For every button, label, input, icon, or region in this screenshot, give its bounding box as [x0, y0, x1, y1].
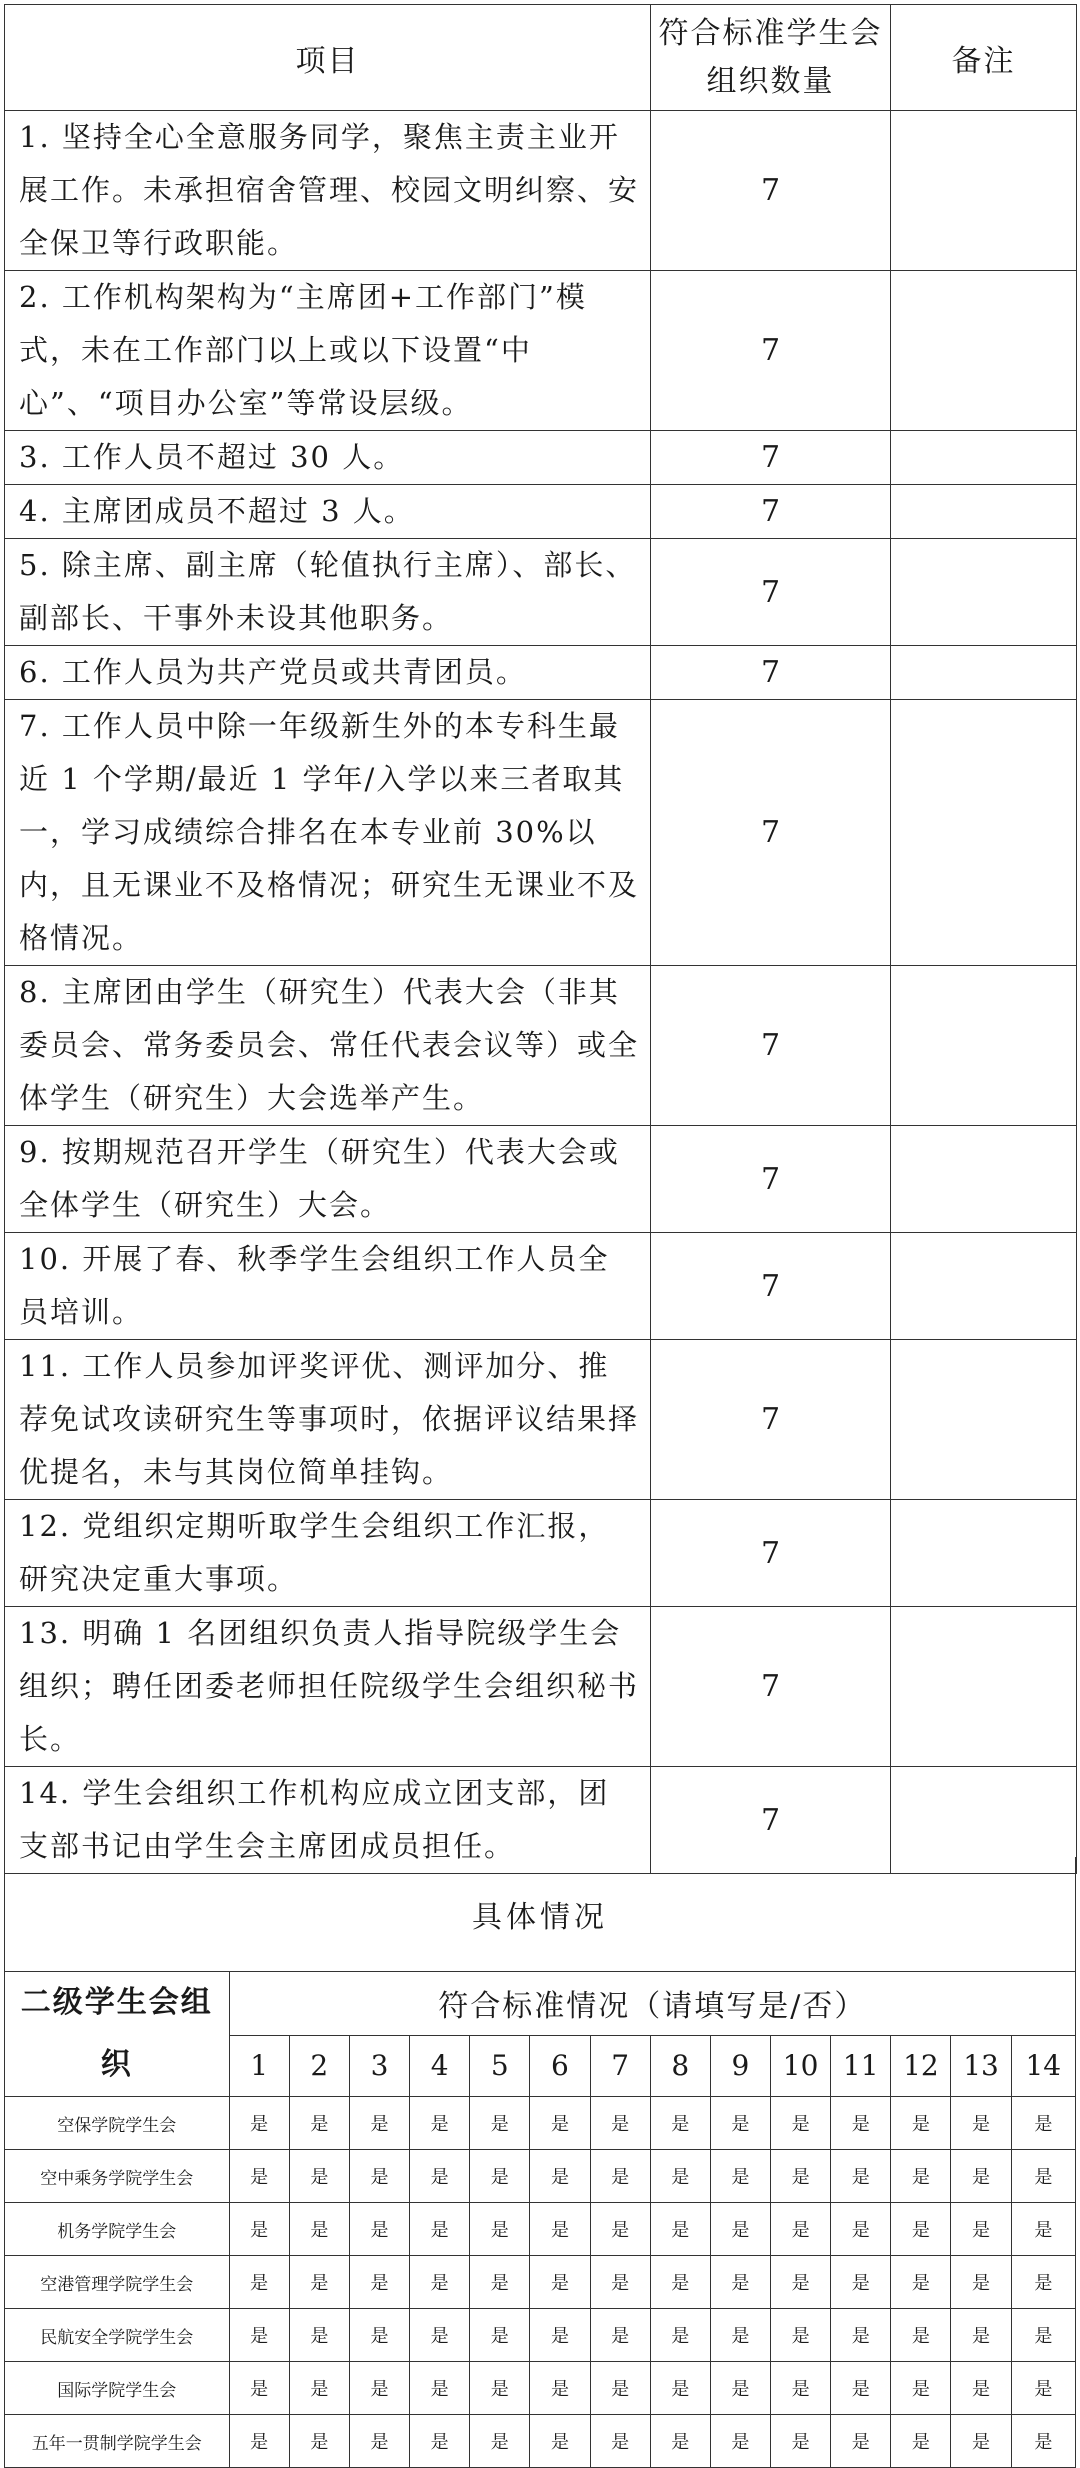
- table-row: [5, 271, 1077, 431]
- header-row: [5, 5, 1077, 111]
- org-name: 民航安全学院学生会: [5, 2309, 230, 2362]
- count-value: 7: [651, 539, 891, 646]
- compliance-cell[interactable]: 是: [650, 2309, 710, 2362]
- compliance-cell[interactable]: 是: [951, 2256, 1011, 2309]
- compliance-cell[interactable]: 是: [470, 2150, 530, 2203]
- table-row: [5, 1607, 1077, 1767]
- org-header: 二级学生会组织: [5, 1972, 230, 2097]
- remark-cell[interactable]: [891, 1126, 1077, 1233]
- table-row: [5, 966, 1077, 1126]
- compliance-cell[interactable]: 是: [530, 2203, 590, 2256]
- table-row: [5, 111, 1077, 271]
- compliance-cell[interactable]: 是: [891, 2256, 951, 2309]
- org-row: [5, 2203, 1076, 2256]
- table-row: [5, 700, 1077, 966]
- compliance-cell[interactable]: 是: [530, 2097, 590, 2150]
- remark-cell[interactable]: [891, 1340, 1077, 1500]
- compliance-cell[interactable]: 是: [289, 2415, 349, 2468]
- org-name: 空保学院学生会: [5, 2097, 230, 2150]
- compliance-cell[interactable]: 是: [831, 2203, 891, 2256]
- compliance-cell[interactable]: 是: [891, 2309, 951, 2362]
- compliance-cell[interactable]: 是: [951, 2362, 1011, 2415]
- criterion-number: 2: [289, 2035, 349, 2096]
- count-value: 7: [651, 431, 891, 485]
- compliance-cell[interactable]: 是: [710, 2097, 770, 2150]
- count-value: 7: [651, 271, 891, 431]
- count-value: 7: [651, 1607, 891, 1767]
- compliance-cell[interactable]: 是: [891, 2097, 951, 2150]
- remark-cell[interactable]: [891, 539, 1077, 646]
- criterion-number: 1: [229, 2035, 289, 2096]
- table-row: [5, 539, 1077, 646]
- table-row: [5, 431, 1077, 485]
- detail-title-row: [5, 1857, 1076, 1972]
- criterion-number: 14: [1011, 2035, 1075, 2096]
- compliance-cell[interactable]: 是: [289, 2097, 349, 2150]
- compliance-cell[interactable]: 是: [410, 2362, 470, 2415]
- item-text: 14. 学生会组织工作机构应成立团支部，团支部书记由学生会主席团成员担任。: [5, 1767, 651, 1874]
- item-text: 1. 坚持全心全意服务同学，聚焦主责主业开展工作。未承担宿舍管理、校园文明纠察、安全保卫等行政职能。: [5, 111, 651, 271]
- org-row: [5, 2256, 1076, 2309]
- compliance-cell[interactable]: 是: [229, 2309, 289, 2362]
- table-row: [5, 485, 1077, 539]
- compliance-cell[interactable]: 是: [229, 2097, 289, 2150]
- count-value: 7: [651, 1126, 891, 1233]
- compliance-cell[interactable]: 是: [410, 2203, 470, 2256]
- count-value: 7: [651, 966, 891, 1126]
- compliance-cell[interactable]: 是: [771, 2256, 831, 2309]
- compliance-cell[interactable]: 是: [289, 2309, 349, 2362]
- criterion-number: 4: [410, 2035, 470, 2096]
- compliance-cell[interactable]: 是: [831, 2256, 891, 2309]
- compliance-cell[interactable]: 是: [831, 2362, 891, 2415]
- compliance-cell[interactable]: 是: [229, 2203, 289, 2256]
- compliance-cell[interactable]: 是: [229, 2362, 289, 2415]
- detail-table: [4, 1857, 1076, 2468]
- compliance-cell[interactable]: 是: [831, 2097, 891, 2150]
- compliance-cell[interactable]: 是: [349, 2256, 409, 2309]
- item-text: 5. 除主席、副主席（轮值执行主席）、部长、副部长、干事外未设其他职务。: [5, 539, 651, 646]
- table-row: [5, 1233, 1077, 1340]
- compliance-cell[interactable]: 是: [710, 2309, 770, 2362]
- remark-cell[interactable]: [891, 1500, 1077, 1607]
- compliance-cell[interactable]: 是: [410, 2150, 470, 2203]
- compliance-cell[interactable]: 是: [470, 2415, 530, 2468]
- item-text: 12. 党组织定期听取学生会组织工作汇报，研究决定重大事项。: [5, 1500, 651, 1607]
- compliance-cell[interactable]: 是: [530, 2256, 590, 2309]
- item-header: 项目: [5, 5, 651, 111]
- compliance-cell[interactable]: 是: [590, 2203, 650, 2256]
- item-text: 13. 明确 1 名团组织负责人指导院级学生会组织；聘任团委老师担任院级学生会组织秘书长。: [5, 1607, 651, 1767]
- remark-cell[interactable]: [891, 271, 1077, 431]
- compliance-cell[interactable]: 是: [650, 2415, 710, 2468]
- count-value: 7: [651, 700, 891, 966]
- compliance-cell[interactable]: 是: [229, 2150, 289, 2203]
- compliance-cell[interactable]: 是: [349, 2362, 409, 2415]
- compliance-cell[interactable]: 是: [1011, 2362, 1075, 2415]
- compliance-cell[interactable]: 是: [771, 2097, 831, 2150]
- compliance-cell[interactable]: 是: [1011, 2203, 1075, 2256]
- criterion-number: 7: [590, 2035, 650, 2096]
- criterion-number: 8: [650, 2035, 710, 2096]
- compliance-cell[interactable]: 是: [710, 2362, 770, 2415]
- compliance-cell[interactable]: 是: [1011, 2097, 1075, 2150]
- compliance-cell[interactable]: 是: [650, 2362, 710, 2415]
- compliance-cell[interactable]: 是: [831, 2150, 891, 2203]
- compliance-cell[interactable]: 是: [410, 2309, 470, 2362]
- compliance-cell[interactable]: 是: [590, 2150, 650, 2203]
- org-name: 国际学院学生会: [5, 2362, 230, 2415]
- compliance-cell[interactable]: 是: [410, 2256, 470, 2309]
- count-value: 7: [651, 1767, 891, 1874]
- compliance-cell[interactable]: 是: [590, 2362, 650, 2415]
- compliance-cell[interactable]: 是: [349, 2415, 409, 2468]
- count-value: 7: [651, 1340, 891, 1500]
- compliance-cell[interactable]: 是: [349, 2309, 409, 2362]
- compliance-cell[interactable]: 是: [951, 2097, 1011, 2150]
- compliance-cell[interactable]: 是: [951, 2203, 1011, 2256]
- compliance-cell[interactable]: 是: [530, 2150, 590, 2203]
- compliance-cell[interactable]: 是: [470, 2256, 530, 2309]
- table-row: [5, 1500, 1077, 1607]
- compliance-cell[interactable]: 是: [289, 2150, 349, 2203]
- compliance-cell[interactable]: 是: [470, 2362, 530, 2415]
- compliance-cell[interactable]: 是: [349, 2203, 409, 2256]
- compliance-cell[interactable]: 是: [410, 2097, 470, 2150]
- compliance-cell[interactable]: 是: [951, 2150, 1011, 2203]
- count-header: 符合标准学生会组织数量: [651, 5, 891, 111]
- item-text: 7. 工作人员中除一年级新生外的本专科生最近 1 个学期/最近 1 学年/入学以来三者取其一，学习成绩综合排名在本专业前 30%以内，且无课业不及格情况；研究生无课业不及格情况。: [5, 700, 651, 966]
- compliance-cell[interactable]: 是: [1011, 2256, 1075, 2309]
- compliance-cell[interactable]: 是: [590, 2309, 650, 2362]
- org-name: 空中乘务学院学生会: [5, 2150, 230, 2203]
- count-value: 7: [651, 1500, 891, 1607]
- org-name: 空港管理学院学生会: [5, 2256, 230, 2309]
- compliance-cell[interactable]: 是: [590, 2097, 650, 2150]
- item-text: 6. 工作人员为共产党员或共青团员。: [5, 646, 651, 700]
- compliance-cell[interactable]: 是: [710, 2415, 770, 2468]
- compliance-cell[interactable]: 是: [289, 2203, 349, 2256]
- count-value: 7: [651, 1233, 891, 1340]
- remark-cell[interactable]: [891, 111, 1077, 271]
- compliance-cell[interactable]: 是: [530, 2309, 590, 2362]
- compliance-cell[interactable]: 是: [710, 2203, 770, 2256]
- compliance-cell[interactable]: 是: [891, 2415, 951, 2468]
- table-row: [5, 1126, 1077, 1233]
- compliance-cell[interactable]: 是: [530, 2415, 590, 2468]
- compliance-cell[interactable]: 是: [831, 2415, 891, 2468]
- org-name: 五年一贯制学院学生会: [5, 2415, 230, 2468]
- compliance-cell[interactable]: 是: [951, 2309, 1011, 2362]
- compliance-cell[interactable]: 是: [530, 2362, 590, 2415]
- compliance-cell[interactable]: 是: [771, 2309, 831, 2362]
- compliance-cell[interactable]: 是: [771, 2362, 831, 2415]
- remark-cell[interactable]: [891, 431, 1077, 485]
- compliance-cell[interactable]: 是: [650, 2097, 710, 2150]
- remark-cell[interactable]: [891, 966, 1077, 1126]
- compliance-cell[interactable]: 是: [831, 2309, 891, 2362]
- detail-header-row: [5, 1972, 1076, 2036]
- criterion-number: 11: [831, 2035, 891, 2096]
- remark-cell[interactable]: [891, 646, 1077, 700]
- table-row: [5, 646, 1077, 700]
- compliance-cell[interactable]: 是: [289, 2362, 349, 2415]
- compliance-cell[interactable]: 是: [289, 2256, 349, 2309]
- item-text: 11. 工作人员参加评奖评优、测评加分、推荐免试攻读研究生等事项时，依据评议结果择优提名，未与其岗位简单挂钩。: [5, 1340, 651, 1500]
- compliance-cell[interactable]: 是: [771, 2150, 831, 2203]
- compliance-cell[interactable]: 是: [771, 2415, 831, 2468]
- compliance-cell[interactable]: 是: [470, 2203, 530, 2256]
- remark-cell[interactable]: [891, 700, 1077, 966]
- compliance-cell[interactable]: 是: [710, 2150, 770, 2203]
- compliance-cell[interactable]: 是: [349, 2150, 409, 2203]
- criterion-number: 9: [710, 2035, 770, 2096]
- criterion-number: 3: [349, 2035, 409, 2096]
- detail-title: 具体情况: [5, 1857, 1076, 1972]
- compliance-cell[interactable]: 是: [590, 2256, 650, 2309]
- compliance-cell[interactable]: 是: [771, 2203, 831, 2256]
- criterion-number: 10: [771, 2035, 831, 2096]
- count-value: 7: [651, 111, 891, 271]
- compliance-cell[interactable]: 是: [410, 2415, 470, 2468]
- compliance-cell[interactable]: 是: [470, 2097, 530, 2150]
- table-row: [5, 1340, 1077, 1500]
- criterion-number: 12: [891, 2035, 951, 2096]
- compliance-cell[interactable]: 是: [650, 2256, 710, 2309]
- compliance-cell[interactable]: 是: [1011, 2309, 1075, 2362]
- compliance-cell[interactable]: 是: [891, 2203, 951, 2256]
- standards-table: [4, 4, 1077, 1874]
- compliance-cell[interactable]: 是: [229, 2415, 289, 2468]
- item-text: 3. 工作人员不超过 30 人。: [5, 431, 651, 485]
- compliance-cell[interactable]: 是: [590, 2415, 650, 2468]
- remark-cell[interactable]: [891, 485, 1077, 539]
- compliance-cell[interactable]: 是: [951, 2415, 1011, 2468]
- org-row: [5, 2150, 1076, 2203]
- item-text: 8. 主席团由学生（研究生）代表大会（非其委员会、常务委员会、常任代表会议等）或全体学生（研究生）大会选举产生。: [5, 966, 651, 1126]
- item-text: 9. 按期规范召开学生（研究生）代表大会或全体学生（研究生）大会。: [5, 1126, 651, 1233]
- count-value: 7: [651, 646, 891, 700]
- compliance-cell[interactable]: 是: [349, 2097, 409, 2150]
- criterion-number: 5: [470, 2035, 530, 2096]
- org-name: 机务学院学生会: [5, 2203, 230, 2256]
- item-text: 4. 主席团成员不超过 3 人。: [5, 485, 651, 539]
- criterion-number: 6: [530, 2035, 590, 2096]
- org-row: [5, 2362, 1076, 2415]
- count-value: 7: [651, 485, 891, 539]
- compliance-cell[interactable]: 是: [650, 2203, 710, 2256]
- compliance-cell[interactable]: 是: [891, 2150, 951, 2203]
- compliance-cell[interactable]: 是: [229, 2256, 289, 2309]
- compliance-cell[interactable]: 是: [891, 2362, 951, 2415]
- remark-cell[interactable]: [891, 1233, 1077, 1340]
- compliance-cell[interactable]: 是: [710, 2256, 770, 2309]
- compliance-cell[interactable]: 是: [1011, 2415, 1075, 2468]
- compliance-cell[interactable]: 是: [650, 2150, 710, 2203]
- remark-header: 备注: [891, 5, 1077, 111]
- compliance-cell[interactable]: 是: [470, 2309, 530, 2362]
- criterion-number: 13: [951, 2035, 1011, 2096]
- compliance-cell[interactable]: 是: [1011, 2150, 1075, 2203]
- org-row: [5, 2309, 1076, 2362]
- org-row: [5, 2415, 1076, 2468]
- org-row: [5, 2097, 1076, 2150]
- item-text: 2. 工作机构架构为“主席团+工作部门”模式，未在工作部门以上或以下设置“中心”、“项目办公室”等常设层级。: [5, 271, 651, 431]
- item-text: 10. 开展了春、秋季学生会组织工作人员全员培训。: [5, 1233, 651, 1340]
- remark-cell[interactable]: [891, 1607, 1077, 1767]
- standard-header: 符合标准情况（请填写是/否）: [229, 1972, 1075, 2036]
